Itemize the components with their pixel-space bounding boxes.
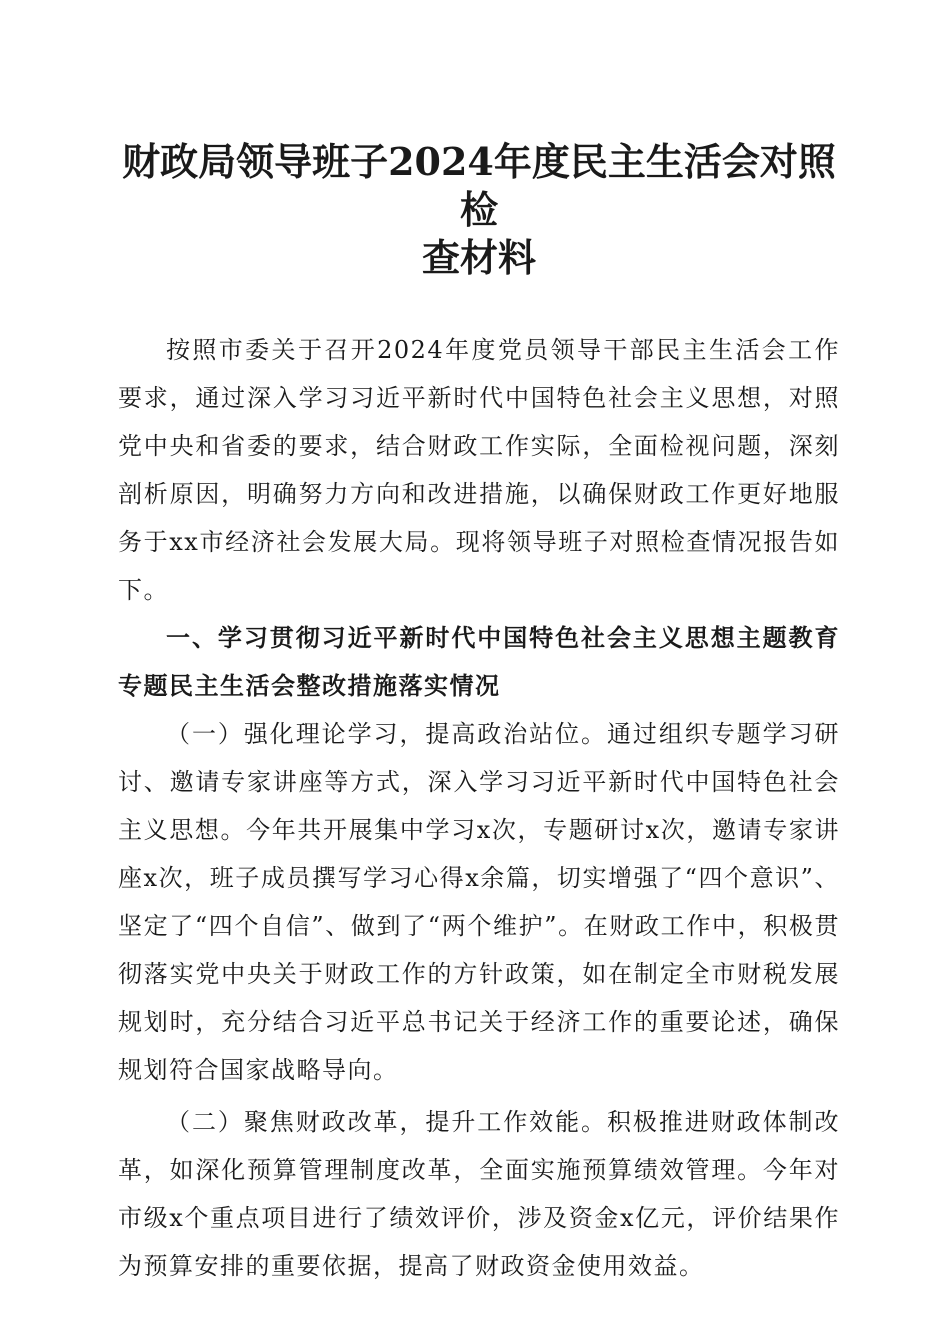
section-1-heading: 一、学习贯彻习近平新时代中国特色社会主义思想主题教育专题民主生活会整改措施落实情况 [118, 624, 840, 700]
document-body [118, 326, 840, 1290]
item-2-paragraph: （二）聚焦财政改革，提升工作效能。积极推进财政体制改革，如深化预算管理制度改革，全面实施预算绩效管理。今年对市级x个重点项目进行了绩效评价，涉及资金x亿元，评价结果作为预算安排的重要依据，提高了财政资金使用效益。 [118, 1108, 840, 1280]
title-line-1: 财政局领导班子2024年度民主生活会对照检 [122, 139, 836, 232]
intro-paragraph: 按照市委关于召开2024年度党员领导干部民主生活会工作要求，通过深入学习习近平新时代中国特色社会主义思想，对照党中央和省委的要求，结合财政工作实际，全面检视问题，深刻剖析原因，明确努力方向和改进措施，以确保财政工作更好地服务于xx市经济社会发展大局。现将领导班子对照检查情况报告如下。 [118, 336, 840, 604]
title-line-2: 查材料 [421, 235, 536, 280]
item-1-paragraph: （一）强化理论学习，提高政治站位。通过组织专题学习研讨、邀请专家讲座等方式，深入学习习近平新时代中国特色社会主义思想。今年共开展集中学习x次，专题研讨x次，邀请专家讲座x次，班子成员撰写学习心得x余篇，切实增强了“四个意识”、坚定了“四个自信”、做到了“两个维护”。在财政工作中，积极贯彻落实党中央关于财政工作的方针政策，如在制定全市财税发展规划时，充分结合习近平总书记关于经济工作的重要论述，确保规划符合国家战略导向。 [118, 720, 840, 1084]
document-title [118, 138, 840, 282]
